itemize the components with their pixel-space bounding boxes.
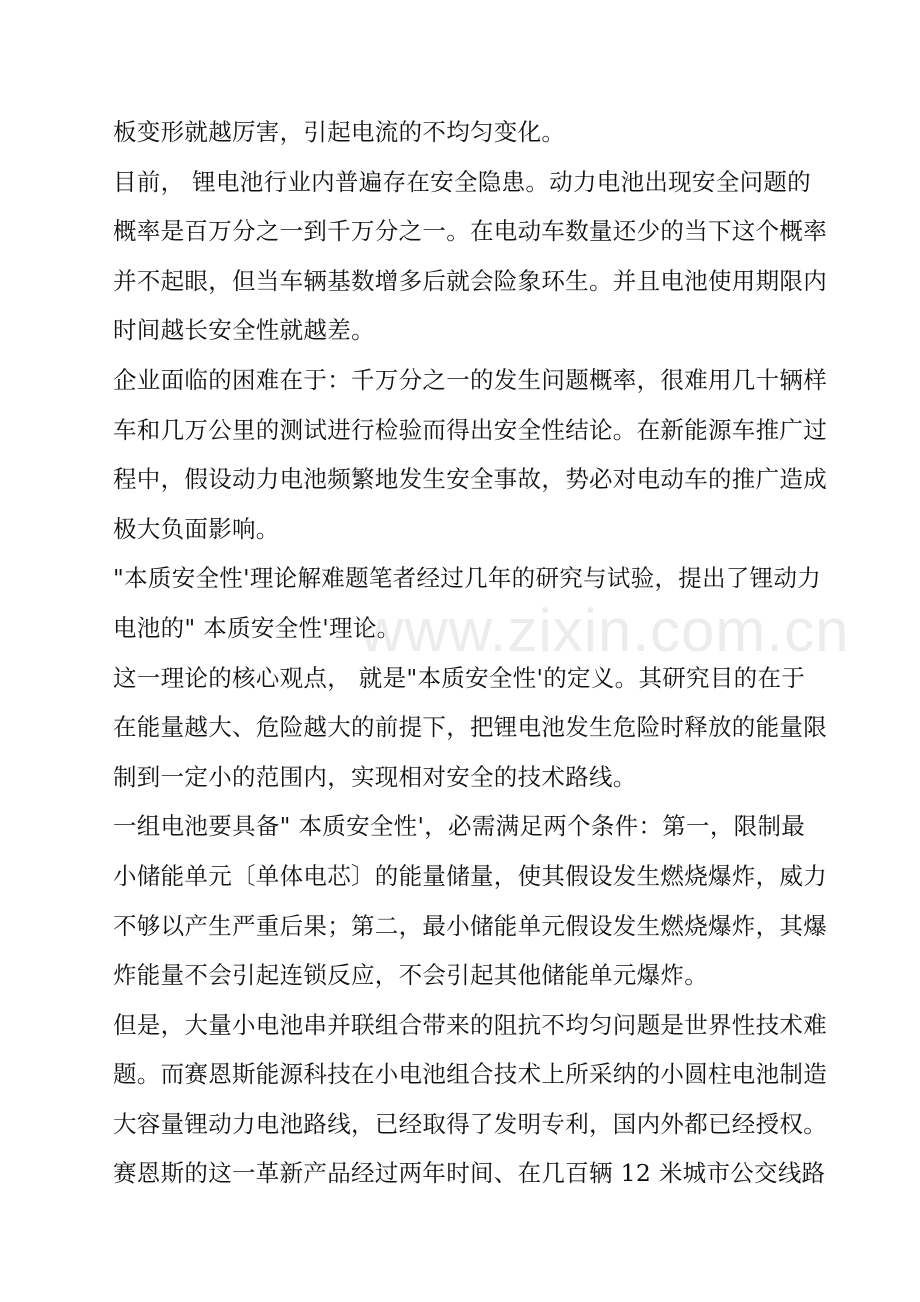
text-line: 不够以产生严重后果；第二，最小储能单元假设发生燃烧爆炸，其爆 (113, 911, 827, 940)
text-line: 小储能单元〔单体电芯〕的能量储量，使其假设发生燃烧爆炸，威力 (113, 861, 827, 890)
text-line: 炸能量不会引起连锁反应，不会引起其他储能单元爆炸。 (113, 961, 708, 990)
text-line: 程中，假设动力电池频繁地发生安全事故，势必对电动车的推广造成 (113, 465, 827, 494)
text-line: 板变形就越厉害，引起电流的不均匀变化。 (113, 118, 566, 146)
text-line: 时间越长安全性就越差。 (113, 316, 375, 345)
text-line: 车和几万公里的测试进行检验而得出安全性结论。在新能源车推广过 (113, 415, 827, 444)
text-line: 但是，大量小电池串并联组合带来的阻抗不均匀问题是世界性技术难 (113, 1010, 827, 1039)
text-line: 电池的" 本质安全性'理论。 (113, 613, 401, 642)
text-line: 在能量越大、危险越大的前提下，把锂电池发生危险时释放的能量限 (113, 713, 827, 742)
text-line: 企业面临的困难在于：千万分之一的发生问题概率，很难用几十辆样 (113, 365, 827, 394)
watermark: www.zixin.com.cn (360, 597, 850, 664)
text-line: 赛恩斯的这一革新产品经过两年时间、在几百辆 12 米城市公交线路 (113, 1159, 826, 1188)
text-line: 概率是百万分之一到千万分之一。在电动车数量还少的当下这个概率 (113, 217, 827, 246)
text-line: 制到一定小的范围内，实现相对安全的技术路线。 (113, 762, 637, 791)
text-line: 极大负面影响。 (113, 514, 280, 543)
text-line: 大容量锂动力电池路线，已经取得了发明专利，国内外都已经授权。 (113, 1109, 827, 1138)
text-line: 一组电池要具备" 本质安全性'，必需满足两个条件：第一，限制最 (113, 812, 806, 841)
text-line: 目前， 锂电池行业内普遍存在安全隐患。动力电池出现安全问题的 (113, 167, 811, 196)
text-line: "本质安全性'理论解难题笔者经过几年的研究与试验，提出了锂动力 (113, 564, 822, 593)
text-line: 并不起眼，但当车辆基数增多后就会险象环生。并且电池使用期限内 (113, 266, 827, 295)
text-line: 这一理论的核心观点， 就是"本质安全性'的定义。其研究目的在于 (113, 663, 806, 692)
text-line: 题。而赛恩斯能源科技在小电池组合技术上所采纳的小圆柱电池制造 (113, 1060, 827, 1089)
